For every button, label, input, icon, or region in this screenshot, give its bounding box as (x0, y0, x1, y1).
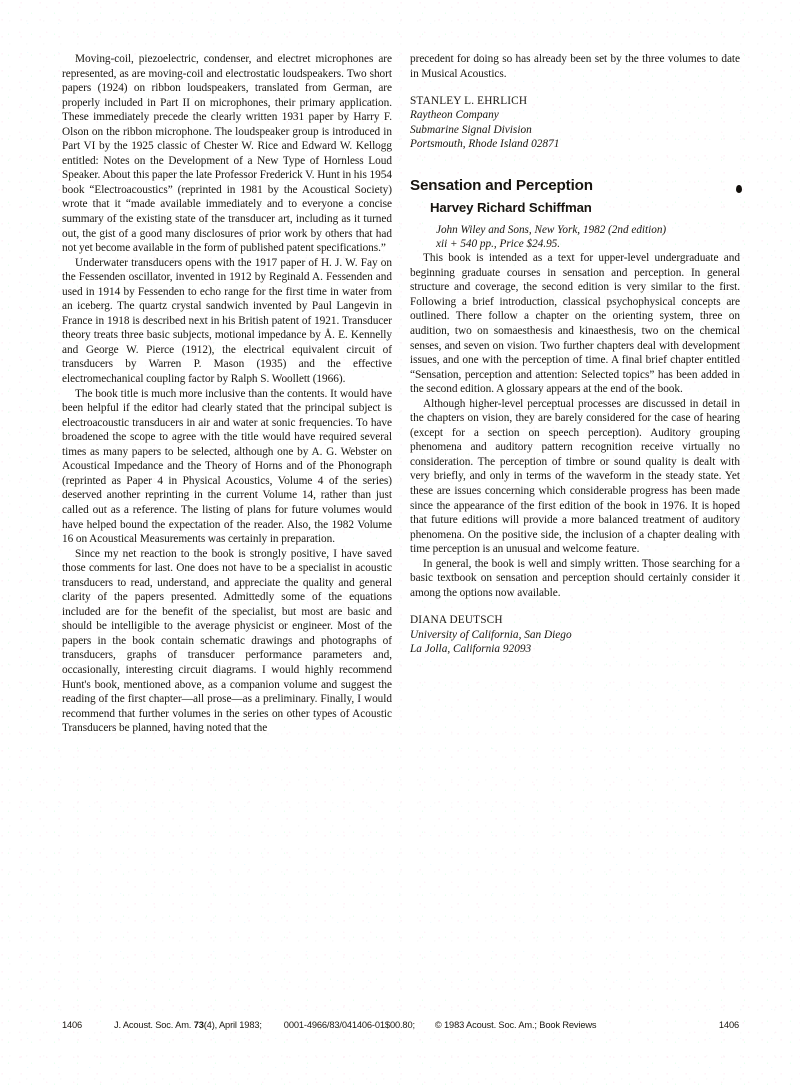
reviewer-name: STANLEY L. EHRLICH (410, 95, 528, 108)
reviewer-affiliation-line-2: La Jolla, California 92093 (410, 643, 532, 655)
reviewer-name: DIANA DEUTSCH (410, 614, 503, 627)
review-author: Harvey Richard Schiffman (430, 200, 592, 216)
page-footer (62, 1020, 740, 1030)
footer-page-number-left: 1406 (62, 1020, 83, 1030)
review-publication-line-2: xii + 540 pp., Price $24.95. (436, 238, 561, 251)
footer-copyright: © 1983 Acoust. Soc. Am.; Book Reviews (434, 1020, 597, 1030)
footer-journal-citation (114, 1020, 262, 1030)
left-paragraph-4: Since my net reaction to the book is strongly positive, I have saved those comments for last. One does not have to be a specialist in acoustic transducers to read, understand, and appreciate the quality and general clarity of the papers presented. Admittedly some of the equations included are for the benefit of the specialist, but most are basic and should be intelligible to the average physicist or engineer. Most of the papers in the book contain schematic drawings and photographs of transducers, graphs of transducer performance parameters and, occasionally, interesting circuit diagrams. I would highly recommend Hunt's book, mentioned above, as a companion volume and suggest the reading of the first chapter—all prose—as a preliminary. Finally, I would recommend that further volumes in the series on other types of Acoustic Transducers be planned, having noted that the (62, 547, 392, 735)
review-heading-block (410, 177, 740, 251)
review-publication-line-1: John Wiley and Sons, New York, 1982 (2nd edition) (436, 224, 667, 237)
reviewer-affiliation-line-1: University of California, San Diego (410, 628, 572, 641)
reviewer-affiliation-line-3: Portsmouth, Rhode Island 02871 (410, 137, 560, 150)
right-column (410, 52, 740, 736)
review-paragraph-1: This book is intended as a text for upper-level undergraduate and beginning graduate courses in sensation and perception. In general structure and coverage, the second edition is very similar to the first. Following a brief introduction, classical psychophysical concepts are outlined. There follow a chapter on the orienting system, three on audition, two on somaesthesis and kinaesthesis, two on the chemical senses, and seven on vision. Two further chapters deal with development issues, and one with the perception of time. A final brief chapter entitled “Sensation, perception and attention: Selected topics” has been added in the second edition. A glossary appears at the end of the book. (410, 252, 740, 396)
reviewer-signature-deutsch (410, 613, 740, 656)
left-paragraph-2: Underwater transducers opens with the 1917 paper of H. J. W. Fay on the Fessenden oscillator, invented in 1912 by Reginald A. Fessenden and used in 1914 by Fessenden to echo range for the first time in water from an iceberg. The quartz crystal sandwich invented by Paul Langevin in France in 1918 is described next in his British patent of 1921. Transducer theory treats three basic subjects, motional impedance by Å. E. Kennelly and George W. Pierce (1912), the electrical equivalent circuit of transducers by Warren P. Mason (1935) and the effective electromechanical coupling factor by Ralph S. Woollett (1966). (62, 256, 392, 386)
left-paragraph-1: Moving-coil, piezoelectric, condenser, and electret microphones are represented, as are moving-coil and electrostatic loudspeakers. Two short papers (1924) on ribbon loudspeakers, translated from German, are properly included in Part II on microphones, their primary application. These immediately precede the clearly written 1931 paper by Harry F. Olson on the ribbon microphone. The loudspeaker group is introduced in Part VI by the 1925 classic of Chester W. Rice and Edward W. Kellogg entitled: Notes on the Development of a New Type of Hornless Loud Speaker. About this paper the late Professor Frederick V. Hunt in his 1954 book “Electroacoustics” (reprinted in 1981 by the Acoustical Society) wrote that it “made available immediately and to everyone a concise summary of the existing state of the transducer art, including as it turned out, the gist of a good many disclosures of prior work by others that had not yet become available in the form of published patent specifications.” (62, 53, 392, 255)
footer-journal-prefix: J. Acoust. Soc. Am. (114, 1020, 194, 1030)
left-column (62, 52, 392, 736)
editorial-dot-icon (736, 185, 742, 193)
continuation-paragraph: precedent for doing so has already been set by the three volumes to date in Musical Acoustics. (410, 53, 740, 80)
reviewer-signature-ehrlich (410, 94, 740, 151)
review-paragraph-3: In general, the book is well and simply written. Those searching for a basic textbook on sensation and perception should certainly consider it among the options now available. (410, 557, 740, 599)
left-paragraph-3: The book title is much more inclusive than the contents. It would have been helpful if the editor had clearly stated that the principal subject is electroacoustic transducers in air and water at sonic frequencies. To have broadened the scope to agree with the title would have required several times as many papers to be selected, although one by A. G. Webster on Acoustical Impedance and the Theory of Horns and of the Phonograph (reprinted as Paper 4 in Physical Acoustics, Volume 4 of the series) deserved another reprinting in the current Volume 14, rather than just called out as a reference. The listing of plans for future volumes would have helped bound the expectation of the reader. Also, the 1982 Volume 16 on Acoustical Measurements was certainly in preparation. (62, 387, 392, 546)
reviewer-affiliation-line-2: Submarine Signal Division (410, 123, 532, 136)
review-title: Sensation and Perception (410, 177, 593, 195)
two-column-layout (62, 52, 740, 736)
reviewer-affiliation-line-1: Raytheon Company (410, 109, 499, 122)
footer-journal-volume: 73 (193, 1020, 204, 1030)
review-paragraph-2: Although higher-level perceptual processes are discussed in detail in the chapters on vision, they are barely considered for the case of hearing (except for a section on speech perception). Auditory grouping phenomena and auditory pattern recognition receive virtually no consideration. The perception of timbre or sound quality is dealt with very briefly, and only in terms of the waveform in the steady state. Yet these are issues concerning which considerable progress has been made since the appearance of the first edition of the book in 1976. It is hoped that future editions will provide a more balanced treatment of auditory phenomena. On the positive side, the inclusion of a chapter dealing with time perception is an unusual and welcome feature. (410, 397, 740, 556)
footer-journal-suffix: (4), April 1983; (203, 1020, 262, 1030)
footer-page-number-right: 1406 (718, 1020, 739, 1030)
footer-article-code: 0001-4966/83/041406-01$00.80; (283, 1020, 415, 1030)
